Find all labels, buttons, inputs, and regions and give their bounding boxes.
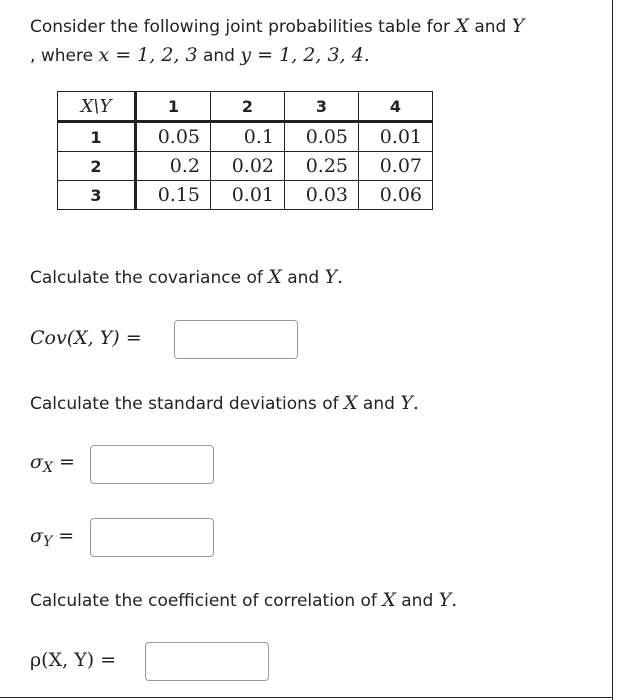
- correlation-and: and: [401, 591, 434, 611]
- frame-border-bottom: [0, 697, 613, 698]
- table-header-row: [58, 92, 433, 122]
- column-header: 4: [359, 92, 433, 122]
- correlation-period: .: [451, 589, 458, 611]
- table-row: [58, 152, 433, 181]
- sigma-x-symbol: σ: [30, 451, 43, 473]
- std-dev-and: and: [362, 394, 395, 414]
- table-cell: 0.02: [211, 152, 285, 181]
- row-header: 3: [58, 181, 136, 210]
- intro-comma: ,: [30, 46, 36, 66]
- covariance-var-y: Y: [324, 266, 338, 288]
- correlation-prompt-text: Calculate the coefficient of correlation of: [30, 591, 377, 611]
- intro-line-2: [30, 41, 605, 70]
- sigma-y-subscript: Y: [42, 534, 53, 550]
- table-cell: 0.07: [359, 152, 433, 181]
- covariance-prompt: [30, 266, 343, 288]
- std-dev-prompt: [30, 392, 419, 414]
- table-corner-label: X\Y: [58, 92, 136, 122]
- intro-and: and: [474, 17, 507, 37]
- intro-text: [30, 12, 605, 70]
- table-cell: 0.03: [285, 181, 359, 210]
- covariance-prompt-text: Calculate the covariance of: [30, 268, 263, 288]
- covariance-and: and: [287, 268, 320, 288]
- column-header: 1: [136, 92, 211, 122]
- covariance-answer-input[interactable]: [174, 320, 298, 359]
- sigma-x-subscript: X: [42, 460, 53, 476]
- intro-where: where: [40, 46, 94, 66]
- row-header: 1: [58, 122, 136, 152]
- table-cell: 0.15: [136, 181, 211, 210]
- correlation-var-x: X: [382, 589, 396, 611]
- intro-var-y: Y: [511, 15, 525, 37]
- correlation-prompt: [30, 589, 457, 611]
- intro-y-definition: y = 1, 2, 3, 4.: [240, 44, 370, 66]
- row-header: 2: [58, 152, 136, 181]
- intro-line-1: [30, 12, 605, 41]
- table-cell: 0.05: [136, 122, 211, 152]
- covariance-label: Cov(X, Y) =: [30, 327, 142, 349]
- table-cell: 0.25: [285, 152, 359, 181]
- table-cell: 0.05: [285, 122, 359, 152]
- sigma-y-equals: =: [58, 525, 75, 547]
- sigma-x-answer-input[interactable]: [90, 445, 214, 484]
- table-cell: 0.01: [359, 122, 433, 152]
- correlation-label: ρ(X, Y) =: [30, 649, 117, 671]
- column-header: 2: [211, 92, 285, 122]
- table-cell: 0.06: [359, 181, 433, 210]
- sigma-x-label: [30, 451, 75, 476]
- column-header: 3: [285, 92, 359, 122]
- intro-var-x: X: [455, 15, 469, 37]
- std-dev-period: .: [412, 392, 419, 414]
- correlation-answer-input[interactable]: [145, 642, 269, 681]
- sigma-y-symbol: σ: [30, 525, 43, 547]
- frame-border-right: [612, 0, 613, 700]
- intro-text-1: Consider the following joint probabilities table for: [30, 17, 451, 37]
- sigma-y-label: [30, 525, 74, 550]
- table-cell: 0.01: [211, 181, 285, 210]
- table-cell: 0.2: [136, 152, 211, 181]
- joint-probability-table: [57, 91, 433, 210]
- covariance-period: .: [337, 266, 344, 288]
- std-dev-var-y: Y: [400, 392, 413, 414]
- sigma-x-equals: =: [59, 451, 75, 473]
- sigma-y-answer-input[interactable]: [90, 518, 214, 557]
- std-dev-prompt-text: Calculate the standard deviations of: [30, 394, 339, 414]
- table-cell: 0.1: [211, 122, 285, 152]
- std-dev-var-x: X: [343, 392, 358, 414]
- intro-x-definition: x = 1, 2, 3: [98, 44, 198, 66]
- correlation-var-y: Y: [438, 589, 452, 611]
- table-row: [58, 181, 433, 210]
- table-row: [58, 122, 433, 152]
- covariance-var-x: X: [268, 266, 282, 288]
- intro-and-2: and: [202, 46, 235, 66]
